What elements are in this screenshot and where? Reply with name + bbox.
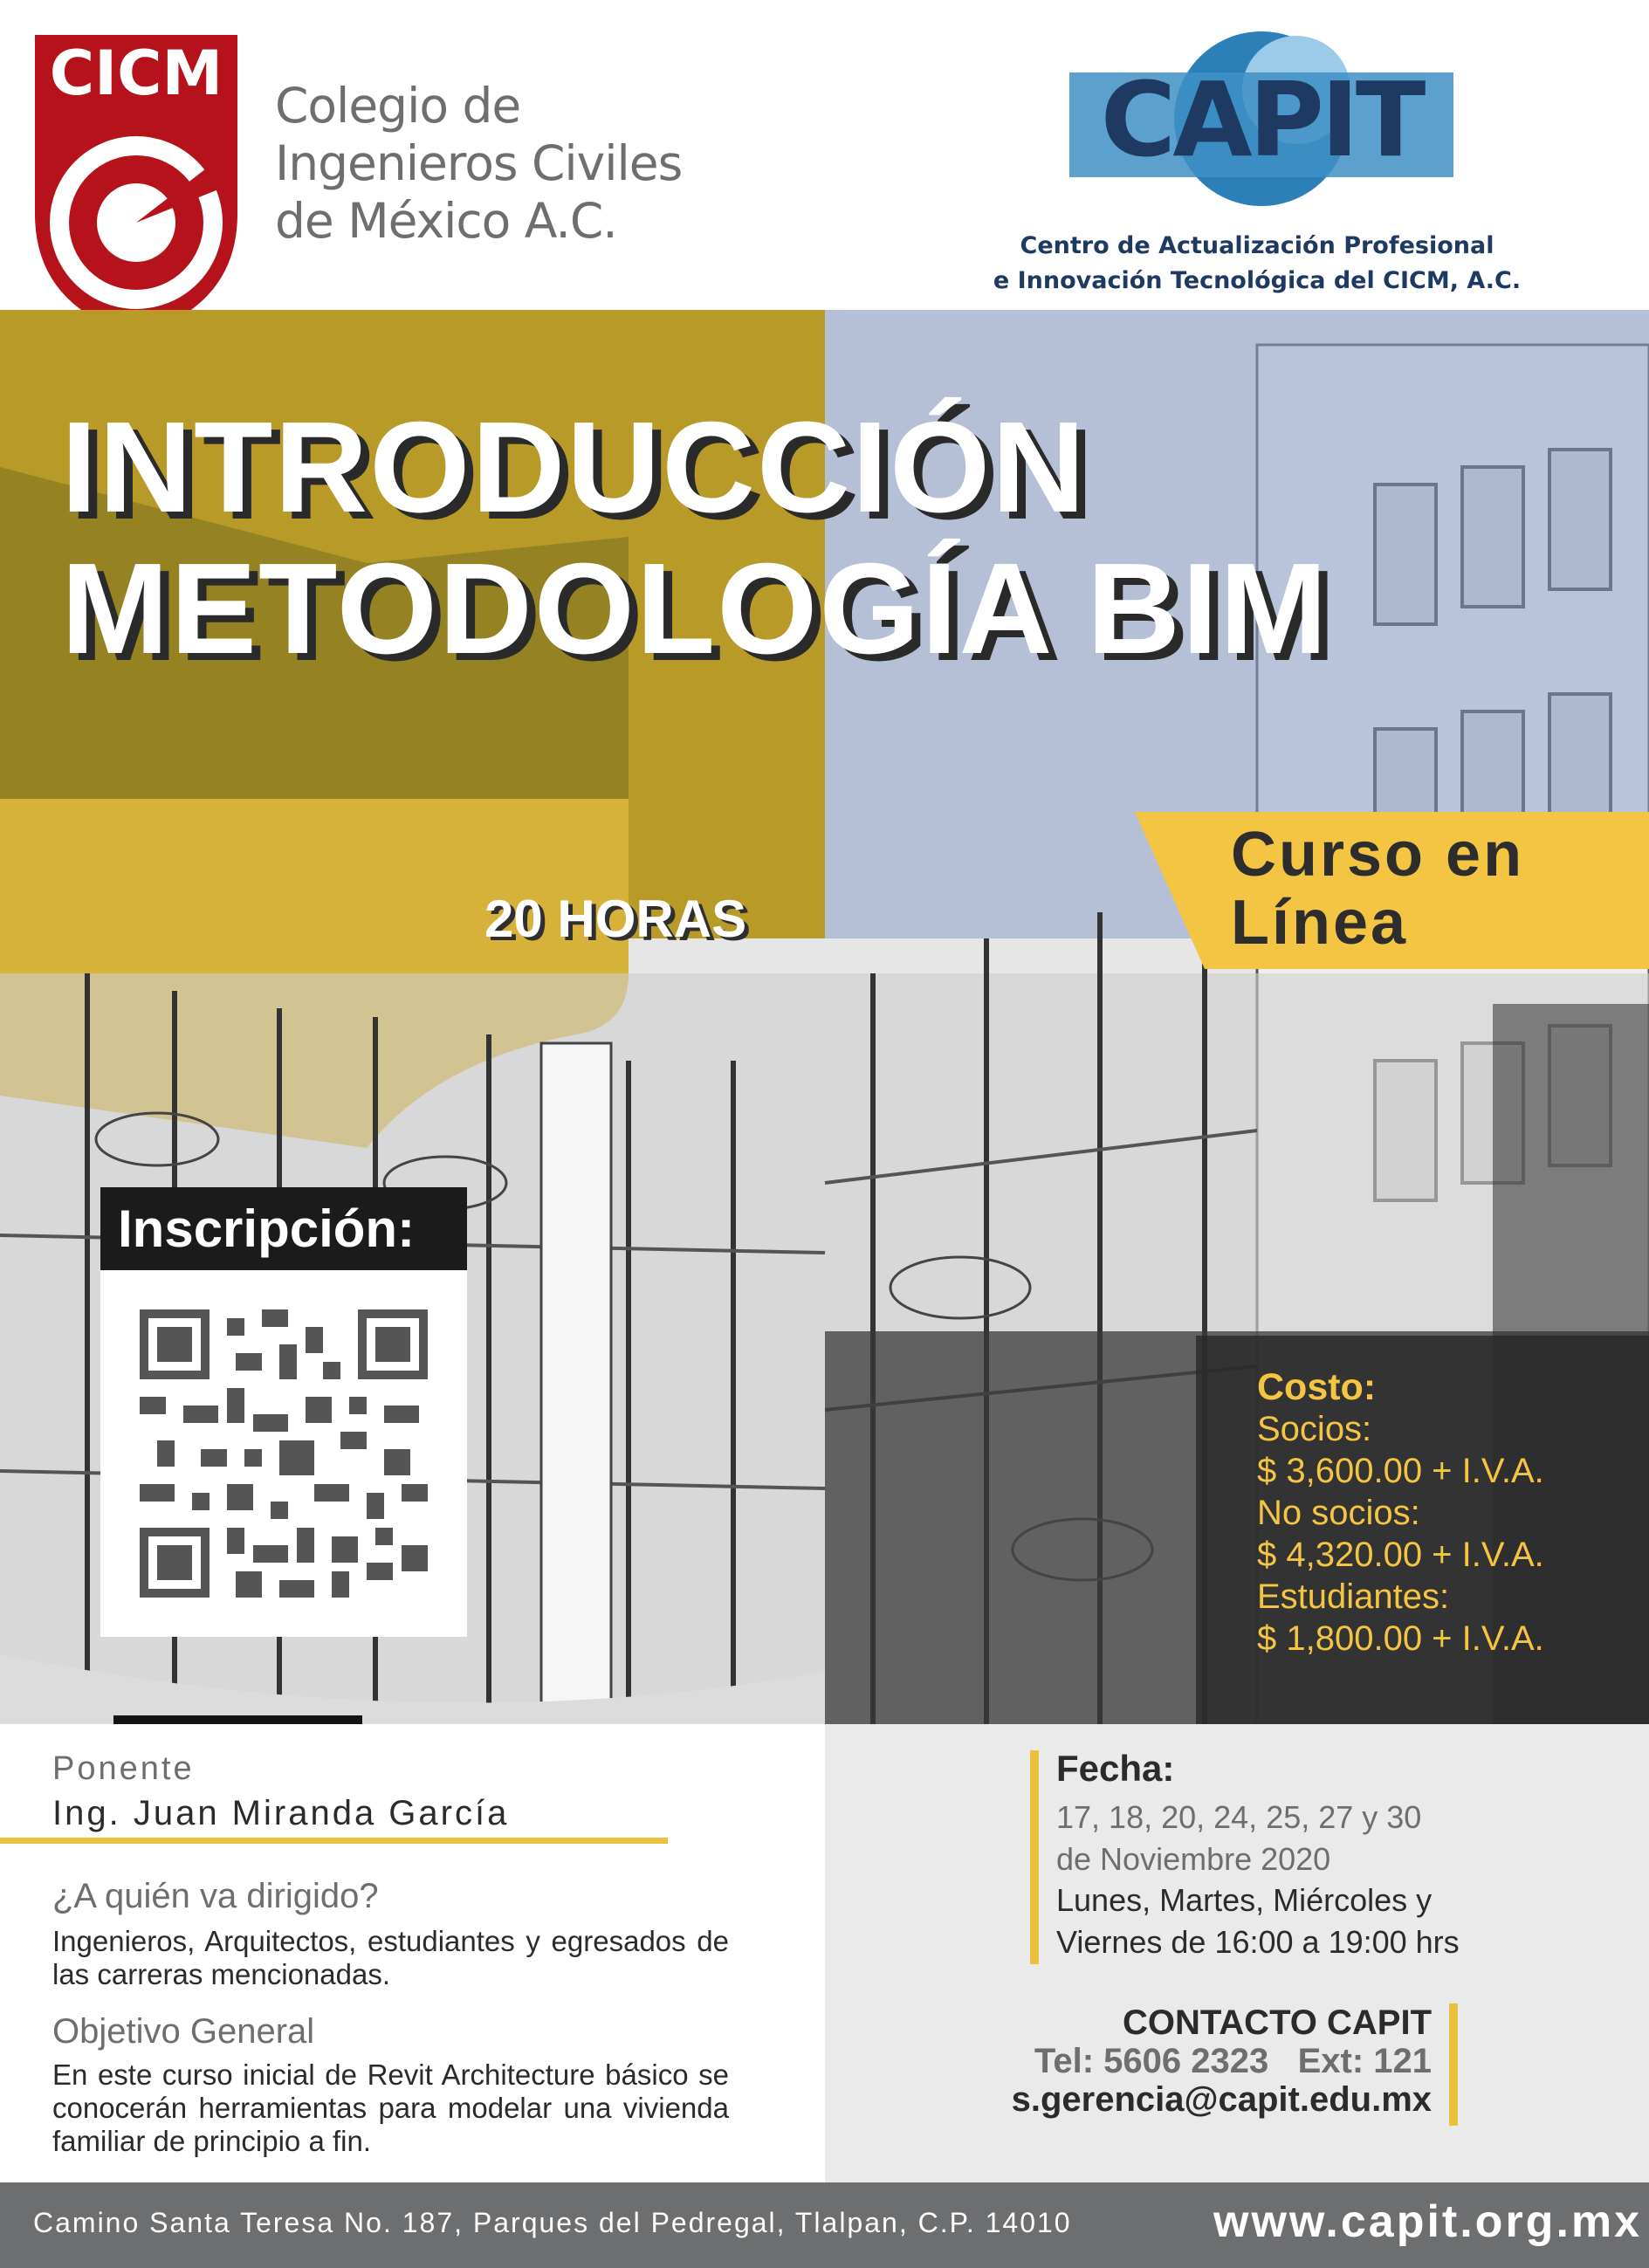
contact-phone[interactable]: Tel: 5606 2323 Ext: 121 (1034, 2042, 1432, 2080)
date-schedule (1056, 1880, 1615, 1963)
online-badge-line: Línea (1231, 888, 1409, 958)
date-days (1056, 1797, 1615, 1880)
online-badge-line: Curso en (1231, 820, 1525, 890)
cost-line: $ 3,600.00 + I.V.A. (1257, 1452, 1544, 1490)
schedule-line: Viernes de 16:00 a 19:00 hrs (1056, 1924, 1460, 1960)
schedule-line: Lunes, Martes, Miércoles y (1056, 1882, 1433, 1918)
contact-block (873, 2003, 1432, 2119)
online-badge-text (1231, 821, 1641, 957)
cost-line: Estudiantes: (1257, 1577, 1450, 1616)
footer-address: Camino Santa Teresa No. 187, Parques del Pedregal, Tlalpan, C.P. 14010 (33, 2207, 1072, 2238)
cicm-logo (35, 35, 237, 336)
audience-text: Ingenieros, Arquitectos, estudiantes y egresados de las carreras mencionadas. (52, 1925, 729, 1990)
capit-subtitle-line: Centro de Actualización Profesional (1020, 232, 1494, 259)
course-hours: 20 HORAS (484, 890, 747, 948)
course-title (61, 397, 1545, 680)
contact-email[interactable]: s.gerencia@capit.edu.mx (1011, 2080, 1432, 2119)
objective-text: En este curso inicial de Revit Architecture básico se conocerán herramientas para modelar una vivienda familiar de principio a fin. (52, 2058, 729, 2157)
speaker-name: Ing. Juan Miranda García (52, 1794, 510, 1832)
date-line: 17, 18, 20, 24, 25, 27 y 30 (1056, 1799, 1422, 1835)
cost-line: No socios: (1257, 1494, 1420, 1532)
capit-subtitle (986, 229, 1528, 299)
cost-title: Costo: (1257, 1366, 1377, 1408)
date-line: de Noviembre 2020 (1056, 1841, 1331, 1877)
contact-accent-bar (1449, 2003, 1458, 2126)
cost-list (1257, 1366, 1641, 1660)
date-heading: Fecha: (1056, 1748, 1175, 1789)
cost-line: Socios: (1257, 1410, 1372, 1448)
audience-heading: ¿A quién va dirigido? (52, 1877, 379, 1915)
contact-heading: CONTACTO CAPIT (1122, 2003, 1432, 2042)
footer-website-link[interactable]: www.capit.org.mx (1213, 2196, 1643, 2247)
speaker-divider (0, 1838, 668, 1844)
cicm-name-line: de México A.C. (275, 193, 617, 249)
course-title-line: INTRODUCCIÓN (61, 395, 1088, 540)
registration-label: Inscripción: (100, 1187, 467, 1270)
qr-code-icon[interactable] (140, 1309, 428, 1598)
cicm-name-line: Ingenieros Civiles (275, 135, 683, 191)
date-accent-bar (1030, 1750, 1039, 1964)
capit-logo (1069, 24, 1453, 212)
speaker-label: Ponente (52, 1750, 195, 1787)
capit-logo-text: CAPIT (1100, 59, 1423, 180)
cost-line: $ 4,320.00 + I.V.A. (1257, 1536, 1544, 1574)
cicm-name-line: Colegio de (275, 78, 521, 134)
course-title-line: METODOLOGÍA BIM (61, 537, 1330, 681)
capit-subtitle-line: e Innovación Tecnológica del CICM, A.C. (993, 267, 1522, 294)
cost-line: $ 1,800.00 + I.V.A. (1257, 1619, 1544, 1658)
cicm-logo-text: CICM (49, 38, 223, 109)
cicm-name (275, 77, 729, 250)
objective-heading: Objetivo General (52, 2012, 315, 2051)
